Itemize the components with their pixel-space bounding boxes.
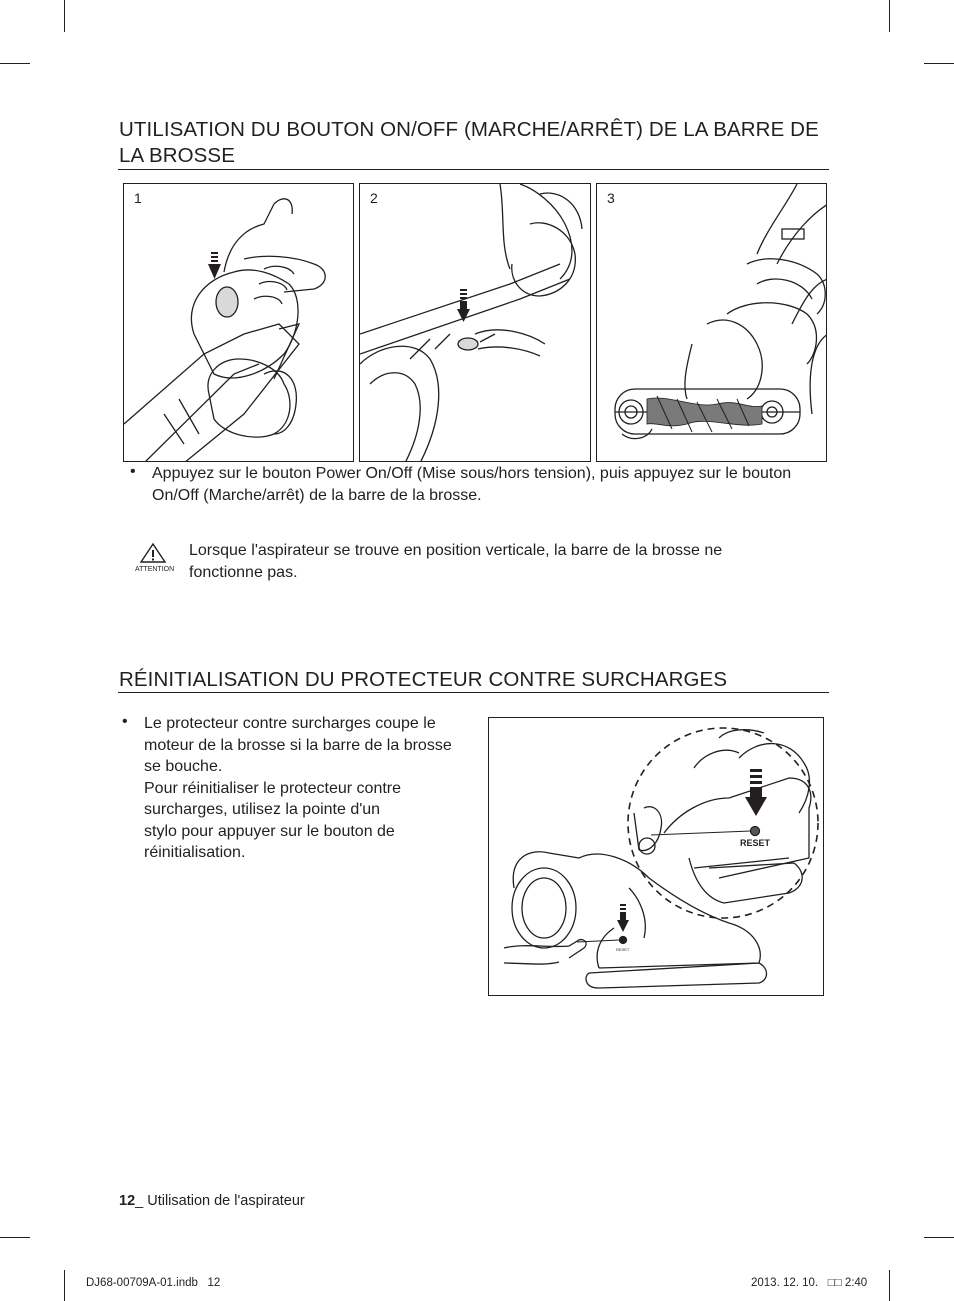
crop-mark — [889, 1270, 890, 1301]
crop-mark — [0, 63, 30, 64]
bullet-point: • — [130, 463, 136, 480]
illustration-panel-3 — [596, 183, 827, 462]
reset-button-illustration — [489, 718, 824, 996]
rotating-brush-illustration — [597, 184, 827, 462]
panel-number: 1 — [134, 190, 142, 206]
crop-mark — [64, 0, 65, 32]
section-divider — [118, 692, 829, 693]
page-section: _ Utilisation de l'aspirateur — [135, 1193, 305, 1209]
illustration-panel-1 — [123, 183, 354, 462]
print-file-name: DJ68-00709A-01.indb 12 — [86, 1277, 221, 1289]
panel-number: 2 — [370, 190, 378, 206]
text-line: se bouche. — [144, 758, 223, 775]
caution-label: ATTENTION — [135, 566, 175, 573]
crop-mark — [64, 1270, 65, 1301]
text-line: Pour réinitialiser le protecteur contre — [144, 779, 402, 797]
text-line: stylo pour appuyer sur le bouton de — [144, 822, 395, 840]
print-timestamp: 2013. 12. 10. □□ 2:40 — [751, 1277, 868, 1289]
reset-label: RESET — [740, 838, 771, 848]
panel-number: 3 — [607, 190, 615, 206]
section-title-brush-on-off: UTILISATION DU BOUTON ON/OFF (MARCHE/ARRÊT) DE LA BARRE DE LA BROSSE — [119, 118, 819, 167]
illustration-panel-2 — [359, 183, 591, 462]
caution-text: Lorsque l'aspirateur se trouve en position verticale, la barre de la brosse ne fonctionne pas. — [189, 542, 723, 581]
reset-label-small: RESET — [616, 947, 630, 952]
handle-on-off-illustration — [124, 184, 354, 462]
overload-instructions — [144, 713, 484, 864]
section-title-overload-reset: RÉINITIALISATION DU PROTECTEUR CONTRE SURCHARGES — [119, 668, 728, 691]
text-line: surcharges, utilisez la pointe d'un — [144, 801, 381, 818]
crop-mark — [0, 1237, 30, 1238]
crop-mark — [924, 63, 954, 64]
page-footer — [119, 1193, 305, 1209]
text-line: réinitialisation. — [144, 844, 246, 861]
bullet-point: • — [122, 713, 128, 730]
reset-illustration-panel — [488, 717, 824, 996]
text-line: moteur de la brosse si la barre de la brosse — [144, 736, 452, 754]
section-divider — [118, 169, 829, 170]
instruction-text: Appuyez sur le bouton Power On/Off (Mise sous/hors tension), puis appuyez sur le bouton On/Off (Marche/arrêt) de la barre de la brosse. — [152, 465, 792, 504]
crop-mark — [924, 1237, 954, 1238]
text-line: Le protecteur contre surcharges coupe le — [144, 715, 436, 732]
page-number: 12 — [119, 1193, 136, 1209]
brush-bar-on-off-illustration — [360, 184, 591, 462]
crop-mark — [889, 0, 890, 32]
